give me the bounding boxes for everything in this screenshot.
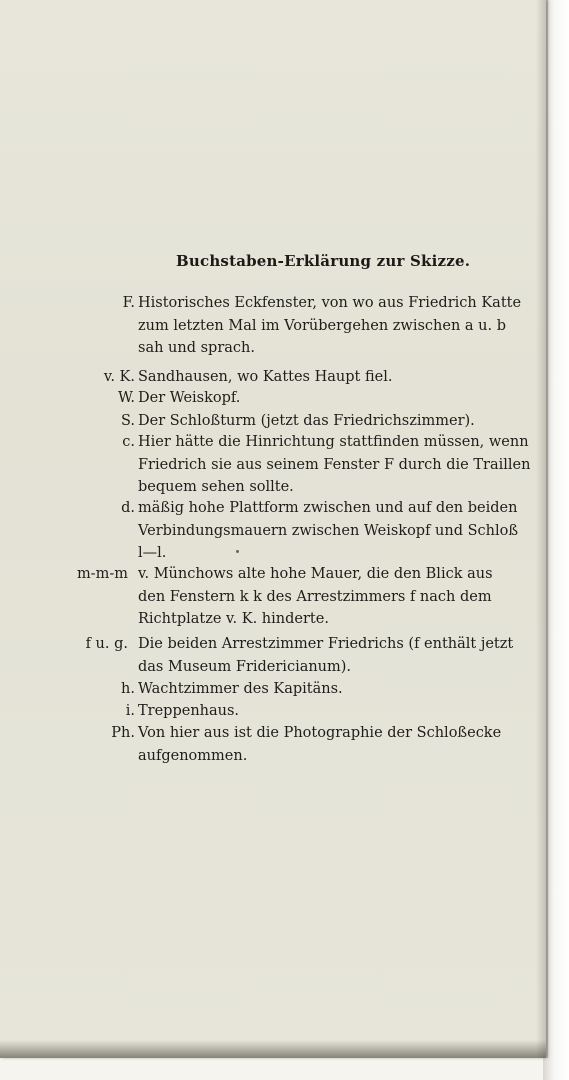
legend-text [138,410,510,433]
legend-key: h. [121,681,135,697]
legend-text-line: bequem sehen sollte. [138,479,294,495]
legend-text-line: Verbindungsmauern zwischen Weiskopf und Schloß [138,522,519,539]
legend-text [138,497,519,565]
legend-text-line: mäßig hohe Plattform zwischen und auf den beiden [138,500,518,516]
sheet-bottom-edge [0,1040,546,1058]
legend-text [138,431,531,499]
legend-text-line: Richtplatze v. K. hinderte. [138,611,329,627]
legend-text-line: v. Münchows alte hohe Mauer, die den Blick aus [138,566,493,582]
legend-text-line: Sandhausen, wo Kattes Haupt fiel. [138,369,393,385]
legend-text-line: Wachtzimmer des Kapitäns. [138,681,343,697]
legend-key: d. [121,500,135,516]
legend-text-line: l—l. [138,545,167,561]
legend-text-line: Treppenhaus. [138,703,240,719]
legend-text-line: sah und sprach. [138,340,255,356]
legend-text-line: das Museum Fridericianum). [138,658,352,675]
document-title: Buchstaben-Erklärung zur Skizze. [176,252,471,270]
sheet-shadow-edge [536,0,548,1058]
legend-key: v. K. [103,369,135,385]
ink-speck [236,550,239,553]
legend-text-line: Von hier aus ist die Photographie der Schloßecke [138,725,502,741]
legend-text-line: Historisches Eckfenster, von wo aus Friedrich Katte [138,295,522,311]
legend-text-line: Der Weiskopf. [138,390,241,406]
legend-text [138,633,514,678]
legend-key: F. [122,295,135,311]
legend-text-line: den Fenstern k k des Arrestzimmers f nach dem [138,588,492,605]
legend-text-line: Hier hätte die Hinrichtung stattfinden müssen, wenn [138,434,529,450]
legend-text-line: Die beiden Arrestzimmer Friedrichs (f enthält jetzt [138,636,514,652]
legend-key: c. [122,434,135,450]
legend-text-line: aufgenommen. [138,747,248,764]
legend-text [138,292,522,360]
legend-text [138,563,510,631]
legend-key: S. [120,413,135,429]
legend-text [138,366,510,389]
legend-key: W. [118,390,135,406]
legend-key: m-m-m [76,566,128,582]
legend-text [138,722,510,767]
legend-text-line: zum letzten Mal im Vorübergehen zwischen a u. b [138,317,506,334]
legend-text [138,678,510,701]
legend-key: Ph. [111,725,135,741]
legend-text-line: Friedrich sie aus seinem Fenster F durch die Traillen [138,456,531,473]
legend-text-line: Der Schloßturm (jetzt das Friedrichszimmer). [138,413,475,429]
legend-key: f u. g. [85,636,128,652]
legend-text [138,387,510,410]
legend-text [138,700,510,723]
legend-key: i. [125,703,135,719]
